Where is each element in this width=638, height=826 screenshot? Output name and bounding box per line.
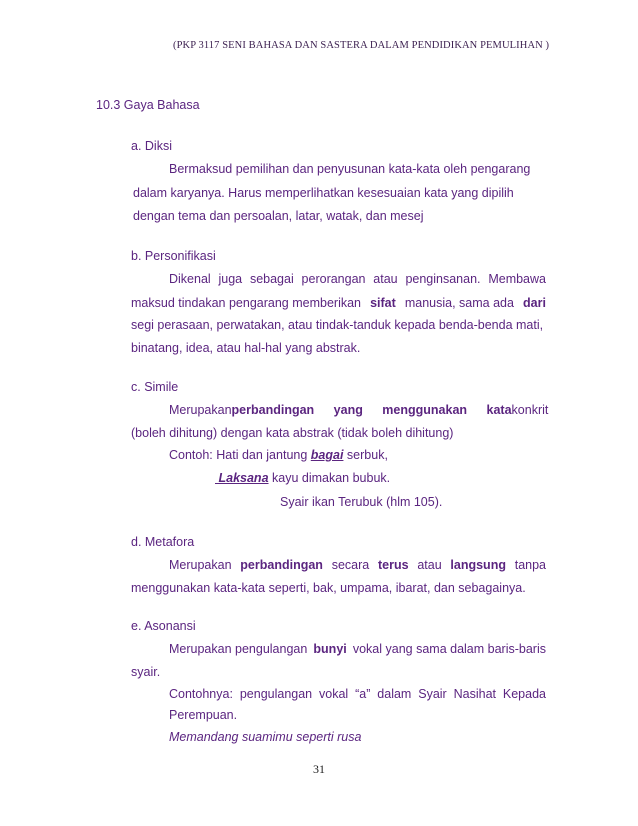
- metafora-langsung: langsung: [450, 558, 506, 572]
- page-number: 31: [313, 762, 325, 776]
- personifikasi-line-1-text: Dikenal juga sebagai perorangan atau penginsanan. Membawa: [169, 272, 546, 286]
- running-header: (PKP 3117 SENI BAHASA DAN SASTERA DALAM PENDIDIKAN PEMULIHAN ): [173, 40, 550, 51]
- asonansi-bunyi: bunyi: [313, 642, 347, 656]
- simile-bold-text: perbandingan yang menggunakan kata: [231, 403, 512, 417]
- heading-diksi: a. Diksi: [131, 139, 172, 153]
- metafora-line-1: [169, 557, 546, 573]
- personifikasi-line-2: [131, 295, 546, 311]
- section-title: 10.3 Gaya Bahasa: [96, 98, 200, 112]
- metafora-perbandingan: perbandingan: [240, 558, 323, 572]
- personifikasi-sifat: sifat: [370, 296, 396, 310]
- personifikasi-line-1: [169, 271, 546, 287]
- metafora-tanpa: tanpa: [514, 558, 546, 572]
- simile-konkrit: konkrit: [511, 403, 549, 417]
- simile-bagai: bagai: [310, 448, 344, 462]
- diksi-line-2: dalam karyanya. Harus memperlihatkan kesesuaian kata yang dipilih: [133, 186, 514, 200]
- asonansi-line-4: Perempuan.: [169, 708, 238, 722]
- simile-laksana-wrap: [215, 471, 269, 485]
- simile-example-1: [169, 447, 388, 463]
- personifikasi-line-3: segi perasaan, perwatakan, atau tindak-tanduk kepada benda-benda mati,: [131, 318, 544, 332]
- metafora-line-2: menggunakan kata-kata seperti, bak, umpama, ibarat, dan sebagainya.: [131, 581, 526, 595]
- simile-example-2-text: kayu dimakan bubuk.: [272, 471, 391, 485]
- asonansi-line-2: syair.: [131, 665, 161, 679]
- heading-asonansi: e. Asonansi: [131, 619, 196, 633]
- asonansi-line-3-text: Contohnya: pengulangan vokal “a” dalam Syair Nasihat Kepada: [169, 687, 546, 701]
- asonansi-line-1-a: Merupakan pengulangan: [169, 642, 308, 656]
- diksi-line-3: dengan tema dan persoalan, latar, watak, dan mesej: [133, 209, 424, 223]
- metafora-terus: terus: [377, 558, 409, 572]
- simile-source: Syair ikan Terubuk (hlm 105).: [280, 495, 443, 509]
- asonansi-line-3: [169, 686, 546, 702]
- personifikasi-line-2-text-a: maksud tindakan pengarang memberikan: [131, 296, 361, 310]
- simile-example-1-end: serbuk,: [346, 448, 388, 462]
- asonansi-line-1-c: vokal yang sama dalam baris-baris: [352, 642, 546, 656]
- heading-personifikasi: b. Personifikasi: [131, 249, 216, 263]
- asonansi-line-1: [169, 641, 546, 657]
- personifikasi-line-4: binatang, idea, atau hal-hal yang abstrak.: [131, 341, 361, 355]
- simile-line-2: (boleh dihitung) dengan kata abstrak (tidak boleh dihitung): [131, 426, 454, 440]
- simile-laksana: Laksana: [218, 471, 269, 485]
- heading-metafora: d. Metafora: [131, 535, 195, 549]
- personifikasi-dari: dari: [523, 296, 546, 310]
- heading-simile: c. Simile: [131, 380, 179, 394]
- metafora-secara: secara: [331, 558, 370, 572]
- simile-example-1-text: Contoh: Hati dan jantung: [169, 448, 308, 462]
- personifikasi-line-2-text-c: manusia, sama ada: [404, 296, 514, 310]
- metafora-atau: atau: [417, 558, 442, 572]
- simile-merupakan: Merupakan: [169, 403, 232, 417]
- metafora-merupakan: Merupakan: [169, 558, 232, 572]
- asonansi-example: Memandang suamimu seperti rusa: [169, 730, 362, 744]
- simile-bold-phrase: [232, 402, 512, 418]
- diksi-line-1: Bermaksud pemilihan dan penyusunan kata-kata oleh pengarang: [169, 162, 531, 176]
- simile-line-1: [169, 402, 549, 418]
- simile-example-2: [215, 470, 390, 486]
